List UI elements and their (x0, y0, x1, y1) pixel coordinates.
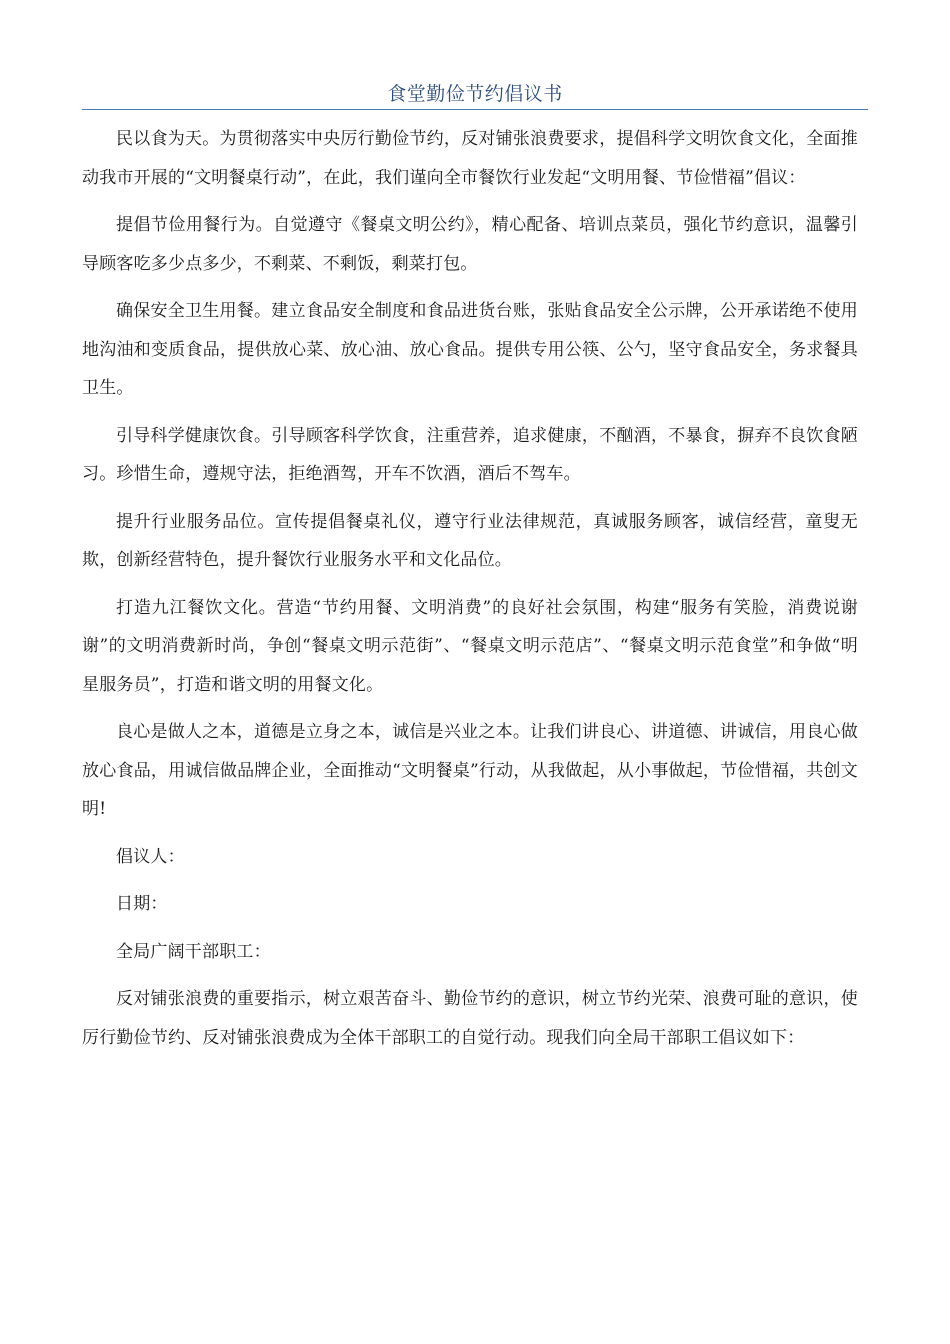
paragraph: 反对铺张浪费的重要指示，树立艰苦奋斗、勤俭节约的意识，树立节约光荣、浪费可耻的意识，使厉行勤俭节约、反对铺张浪费成为全体干部职工的自觉行动。现我们向全局干部职工倡议如下： (82, 989, 858, 1048)
paragraph: 确保安全卫生用餐。建立食品安全制度和食品进货台账，张贴食品安全公示牌，公开承诺绝不使用地沟油和变质食品，提供放心菜、放心油、放心食品。提供专用公筷、公勺，坚守食品安全，务求餐具卫生。 (82, 301, 858, 398)
paragraph: 引导科学健康饮食。引导顾客科学饮食，注重营养，追求健康，不酗酒，不暴食，摒弃不良饮食陋习。珍惜生命，遵规守法，拒绝酒驾，开车不饮酒，酒后不驾车。 (82, 425, 858, 484)
paragraph: 民以食为天。为贯彻落实中央厉行勤俭节约，反对铺张浪费要求，提倡科学文明饮食文化，全面推动我市开展的“文明餐桌行动”，在此，我们谨向全市餐饮行业发起“文明用餐、节俭惜福”倡议： (82, 129, 858, 188)
document-title: 食堂勤俭节约倡议书 (387, 83, 563, 105)
paragraph: 提升行业服务品位。宣传提倡餐桌礼仪，遵守行业法律规范，真诚服务顾客，诚信经营，童叟无欺，创新经营特色，提升餐饮行业服务水平和文化品位。 (82, 511, 858, 570)
salutation-line: 全局广阔干部职工： (116, 941, 271, 962)
initiator-line: 倡议人： (116, 846, 185, 867)
document-body (82, 120, 858, 1066)
title-underline (82, 109, 868, 110)
paragraph: 打造九江餐饮文化。营造“节约用餐、文明消费”的良好社会氛围，构建“服务有笑脸，消费说谢谢”的文明消费新时尚，争创“餐桌文明示范街”、“餐桌文明示范店”、“餐桌文明示范食堂”和争做“明星服务员”，打造和谐文明的用餐文化。 (82, 597, 858, 695)
date-line: 日期： (116, 894, 168, 914)
paragraph: 良心是做人之本，道德是立身之本，诚信是兴业之本。让我们讲良心、讲道德、讲诚信，用良心做放心食品，用诚信做品牌企业，全面推动“文明餐桌”行动，从我做起，从小事做起，节俭惜福，共创文明! (82, 722, 858, 819)
paragraph: 提倡节俭用餐行为。自觉遵守《餐桌文明公约》，精心配备、培训点菜员，强化节约意识，温馨引导顾客吃多少点多少，不剩菜、不剩饭，剩菜打包。 (82, 215, 858, 274)
